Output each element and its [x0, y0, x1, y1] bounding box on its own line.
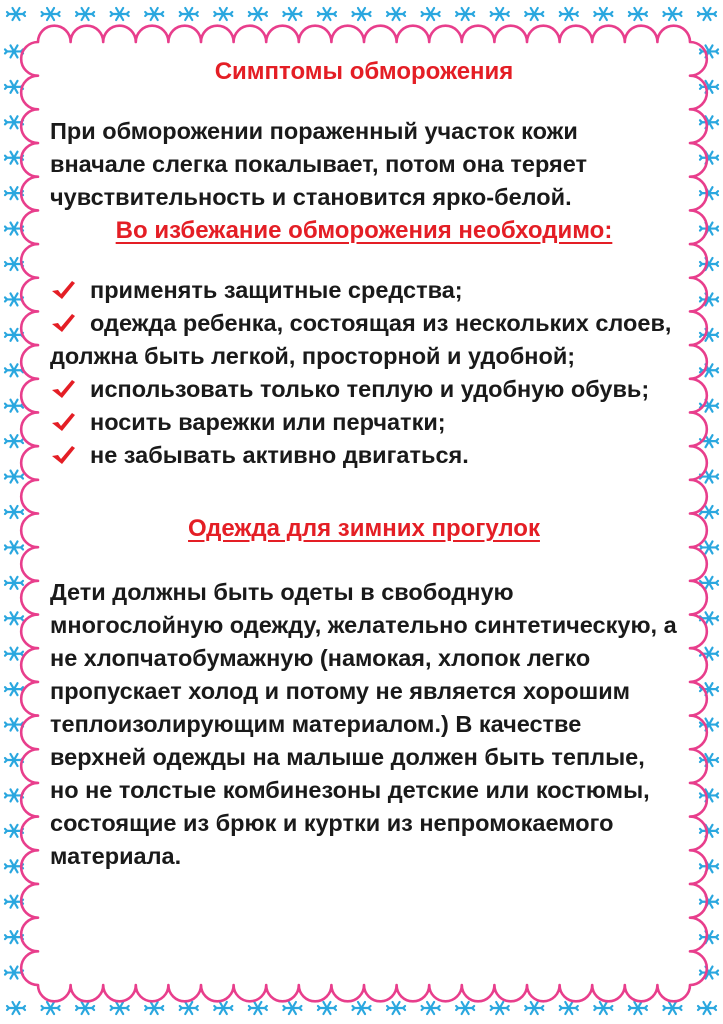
snowflake-icon	[422, 8, 440, 20]
list-item-text: одежда ребенка, состоящая из нескольких слоев, должна быть легкой, просторной и удобной;	[50, 310, 672, 369]
list-item-text: носить варежки или перчатки;	[90, 409, 446, 435]
snowflake-icon	[700, 152, 718, 164]
list-item	[50, 439, 678, 472]
snowflake-icon	[663, 1002, 681, 1014]
snowflake-icon	[7, 8, 25, 20]
prevention-list	[50, 274, 678, 472]
snowflake-icon	[594, 1002, 612, 1014]
snowflake-icon	[700, 967, 718, 979]
list-item	[50, 373, 678, 406]
snowflake-icon	[422, 1002, 440, 1014]
snowflake-icon	[629, 1002, 647, 1014]
snowflake-icon	[180, 8, 198, 20]
snowflake-icon	[353, 1002, 371, 1014]
snowflake-icon	[663, 8, 681, 20]
checkmark-icon	[50, 411, 76, 433]
snowflake-icon	[698, 8, 716, 20]
snowflake-icon	[594, 8, 612, 20]
snowflake-icon	[5, 471, 23, 483]
snowflake-icon	[525, 8, 543, 20]
snowflake-icon	[5, 541, 23, 553]
snowflake-icon	[698, 1002, 716, 1014]
snowflake-icon	[700, 187, 718, 199]
snowflake-icon	[700, 612, 718, 624]
checkmark-icon	[50, 279, 76, 301]
snowflake-icon	[700, 896, 718, 908]
snowflake-icon	[318, 1002, 336, 1014]
snowflake-icon	[111, 1002, 129, 1014]
snowflake-icon	[387, 8, 405, 20]
clothing-paragraph: Дети должны быть одеты в свободную многослойную одежду, желательно синтетическую, а не хлопчатобумажную (намокая, хлопок легко пропускает холод и потому не является хорошим теплоизолирующим материалом.) В качестве верхней одежды на малыше должен быть теплые, но не толстые комбинезоны детские или костюмы, состоящие из брюк и куртки из непромокаемого материала.	[50, 579, 677, 869]
list-item	[50, 406, 678, 439]
checkmark-icon	[50, 378, 76, 400]
snowflake-icon	[7, 1002, 25, 1014]
snowflake-icon	[5, 612, 23, 624]
snowflake-icon	[491, 1002, 509, 1014]
snowflake-icon	[560, 8, 578, 20]
snowflake-icon	[353, 8, 371, 20]
snowflake-icon	[5, 400, 23, 412]
leaflet-content	[50, 55, 678, 873]
snowflake-icon	[214, 1002, 232, 1014]
snowflake-icon	[145, 8, 163, 20]
snowflake-icon	[318, 8, 336, 20]
snowflake-icon	[700, 116, 718, 128]
checkmark-icon	[50, 444, 76, 466]
snowflake-icon	[560, 1002, 578, 1014]
snowflake-icon	[76, 8, 94, 20]
list-item-text: не забывать активно двигаться.	[90, 442, 469, 468]
snowflake-icon	[700, 223, 718, 235]
snowflake-icon	[629, 8, 647, 20]
list-item	[50, 274, 678, 307]
snowflake-icon	[5, 435, 23, 447]
snowflake-icon	[5, 683, 23, 695]
snowflake-icon	[700, 789, 718, 801]
snowflake-icon	[5, 648, 23, 660]
snowflake-icon	[42, 1002, 60, 1014]
page-title: Симптомы обморожения	[214, 58, 514, 85]
list-item-text: использовать только теплую и удобную обувь;	[90, 376, 650, 402]
snowflake-icon	[387, 1002, 405, 1014]
snowflake-icon	[145, 1002, 163, 1014]
snowflake-icon	[249, 8, 267, 20]
list-item	[50, 307, 678, 373]
snowflake-icon	[491, 8, 509, 20]
snowflake-icon	[456, 8, 474, 20]
snowflake-icon	[700, 258, 718, 270]
snowflake-icon	[700, 860, 718, 872]
snowflake-icon	[283, 1002, 301, 1014]
snowflake-icon	[42, 8, 60, 20]
snowflake-icon	[700, 931, 718, 943]
checkmark-icon	[50, 312, 76, 334]
clothing-heading	[50, 512, 678, 546]
snowflake-icon	[456, 1002, 474, 1014]
snowflake-icon	[700, 825, 718, 837]
snowflake-icon	[111, 8, 129, 20]
list-item-text: применять защитные средства;	[90, 277, 463, 303]
snowflake-icon	[525, 1002, 543, 1014]
snowflake-icon	[5, 577, 23, 589]
snowflake-icon	[214, 8, 232, 20]
snowflake-icon	[283, 8, 301, 20]
snowflake-icon	[249, 1002, 267, 1014]
snowflake-icon	[76, 1002, 94, 1014]
prevention-heading	[50, 214, 678, 248]
snowflake-icon	[180, 1002, 198, 1014]
intro-paragraph: При обморожении пораженный участок кожи вначале слегка покалывает, потом она теряет чувствительность и становится ярко-белой.	[50, 118, 587, 210]
clothing-heading-text: Одежда для зимних прогулок	[188, 515, 540, 542]
prevention-heading-text: Во избежание обморожения необходимо:	[115, 217, 613, 244]
snowflake-icon	[5, 506, 23, 518]
